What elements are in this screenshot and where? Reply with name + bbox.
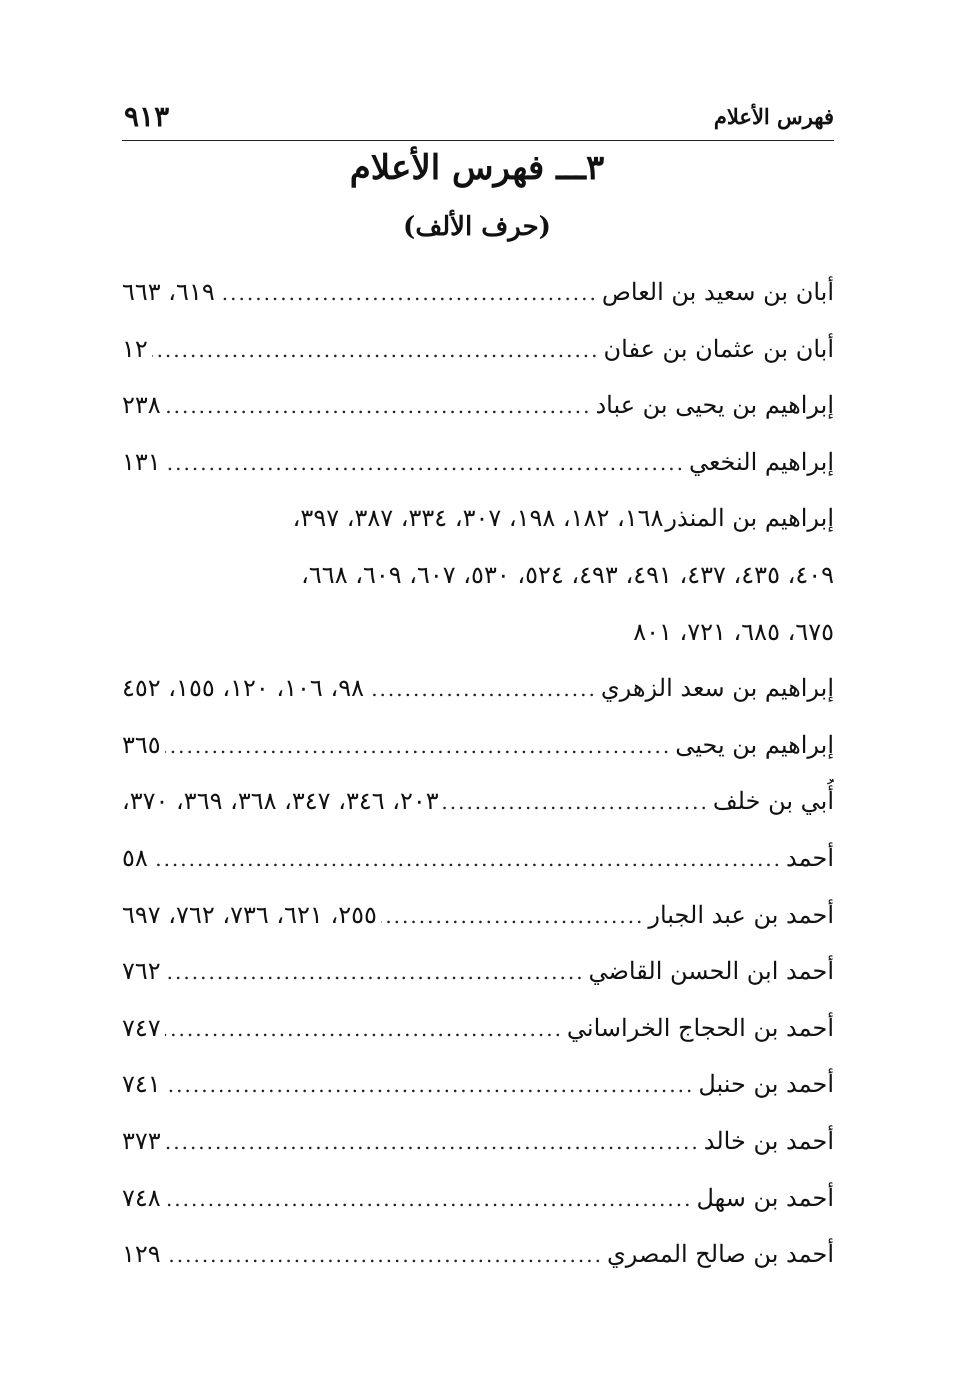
index-entry <box>122 1232 834 1289</box>
entry-pages: ١٢ <box>122 334 148 363</box>
index-entry <box>122 440 834 497</box>
entry-continuation: ٤٠٩، ٤٣٥، ٤٣٧، ٤٩١، ٤٩٣، ٥٢٤، ٥٣٠، ٦٠٧، ٦٠٩، ٦٦٨، <box>301 560 834 589</box>
entry-name: أحمد بن سهل <box>696 1183 834 1212</box>
entry-continuation: ٦٧٥، ٦٨٥، ٧٢١، ٨٠١ <box>633 617 834 646</box>
entry-pages: ٧٤١ <box>122 1070 161 1099</box>
dot-leader <box>443 780 709 824</box>
dot-leader <box>152 837 782 881</box>
dot-leader <box>381 894 645 938</box>
entry-name: إبراهيم بن سعد الزهري <box>600 674 834 703</box>
dot-leader <box>165 441 685 485</box>
index-entries <box>122 270 834 1289</box>
header-divider <box>122 140 834 141</box>
index-entry <box>122 666 834 723</box>
index-entry <box>122 1176 834 1233</box>
index-entry <box>122 496 834 553</box>
entry-pages: ١٦٨، ١٨٢، ١٩٨، ٣٠٧، ٣٣٤، ٣٨٧، ٣٩٧، <box>292 504 664 533</box>
dot-leader <box>165 1063 695 1107</box>
entry-pages: ٧٤٨ <box>122 1183 161 1212</box>
index-entry <box>122 383 834 440</box>
dot-leader <box>368 667 597 711</box>
dot-leader <box>165 724 672 768</box>
index-entry <box>122 1062 834 1119</box>
dot-leader <box>165 1120 700 1164</box>
section-subtitle: (حرف الألف) <box>403 212 551 242</box>
index-entry <box>122 1006 834 1063</box>
dot-leader <box>219 271 598 315</box>
dot-leader <box>165 1233 603 1277</box>
entry-pages: ٧٦٢ <box>122 957 161 986</box>
dot-leader <box>165 1177 693 1221</box>
entry-name: أحمد بن عبد الجبار <box>648 900 834 929</box>
index-entry <box>122 1119 834 1176</box>
entry-pages: ٧٤٧ <box>122 1013 161 1042</box>
index-entry <box>122 779 834 836</box>
dot-leader <box>165 950 585 994</box>
running-title: فهرس الأعلام <box>713 104 834 129</box>
dot-leader <box>165 1007 563 1051</box>
entry-pages: ٢٥٥، ٦٢١، ٧٣٦، ٧٦٢، ٦٩٧ <box>122 900 377 929</box>
entry-name: أبان بن عثمان بن عفان <box>603 334 834 363</box>
entry-name: أحمد ابن الحسن القاضي <box>588 957 834 986</box>
entry-name: أُبي بن خلف <box>712 787 834 816</box>
entry-name: أحمد <box>786 843 834 872</box>
entry-name: إبراهيم النخعي <box>688 447 834 476</box>
entry-pages: ٥٨ <box>122 843 148 872</box>
entry-pages: ٦١٩، ٦٦٣ <box>122 278 215 306</box>
entry-pages: ٣٦٥ <box>122 730 161 759</box>
index-entry <box>122 893 834 950</box>
entry-name: إبراهيم بن المنذر <box>665 504 834 533</box>
entry-pages: ٢٠٣، ٣٤٦، ٣٤٧، ٣٦٨، ٣٦٩، ٣٧٠، <box>122 787 439 816</box>
index-entry <box>122 836 834 893</box>
running-header <box>122 100 834 138</box>
index-entry <box>122 327 834 384</box>
entry-name: أحمد بن صالح المصري <box>606 1240 834 1269</box>
index-entry <box>122 949 834 1006</box>
entry-pages: ١٣١ <box>122 447 161 476</box>
entry-pages: ٩٨، ١٠٦، ١٢٠، ١٥٥، ٤٥٢ <box>122 674 364 703</box>
entry-name: إبراهيم بن يحيى بن عباد <box>595 391 834 420</box>
dot-leader <box>165 384 592 428</box>
entry-name: أحمد بن خالد <box>703 1126 834 1155</box>
page-number: ٩١٣ <box>124 100 170 133</box>
entry-name: أبان بن سعيد بن العاص <box>601 278 834 306</box>
entry-pages: ٣٧٣ <box>122 1126 161 1155</box>
entry-name: إبراهيم بن يحيى <box>675 730 834 759</box>
entry-pages: ٢٣٨ <box>122 391 161 420</box>
entry-name: أحمد بن الحجاج الخراساني <box>566 1013 834 1042</box>
dot-leader <box>152 328 600 372</box>
section-title: ٣ـــ فهرس الأعلام <box>349 148 605 188</box>
entry-name: أحمد بن حنبل <box>698 1070 834 1099</box>
index-entry <box>122 270 834 327</box>
entry-pages: ١٢٩ <box>122 1240 161 1269</box>
index-entry <box>122 723 834 780</box>
